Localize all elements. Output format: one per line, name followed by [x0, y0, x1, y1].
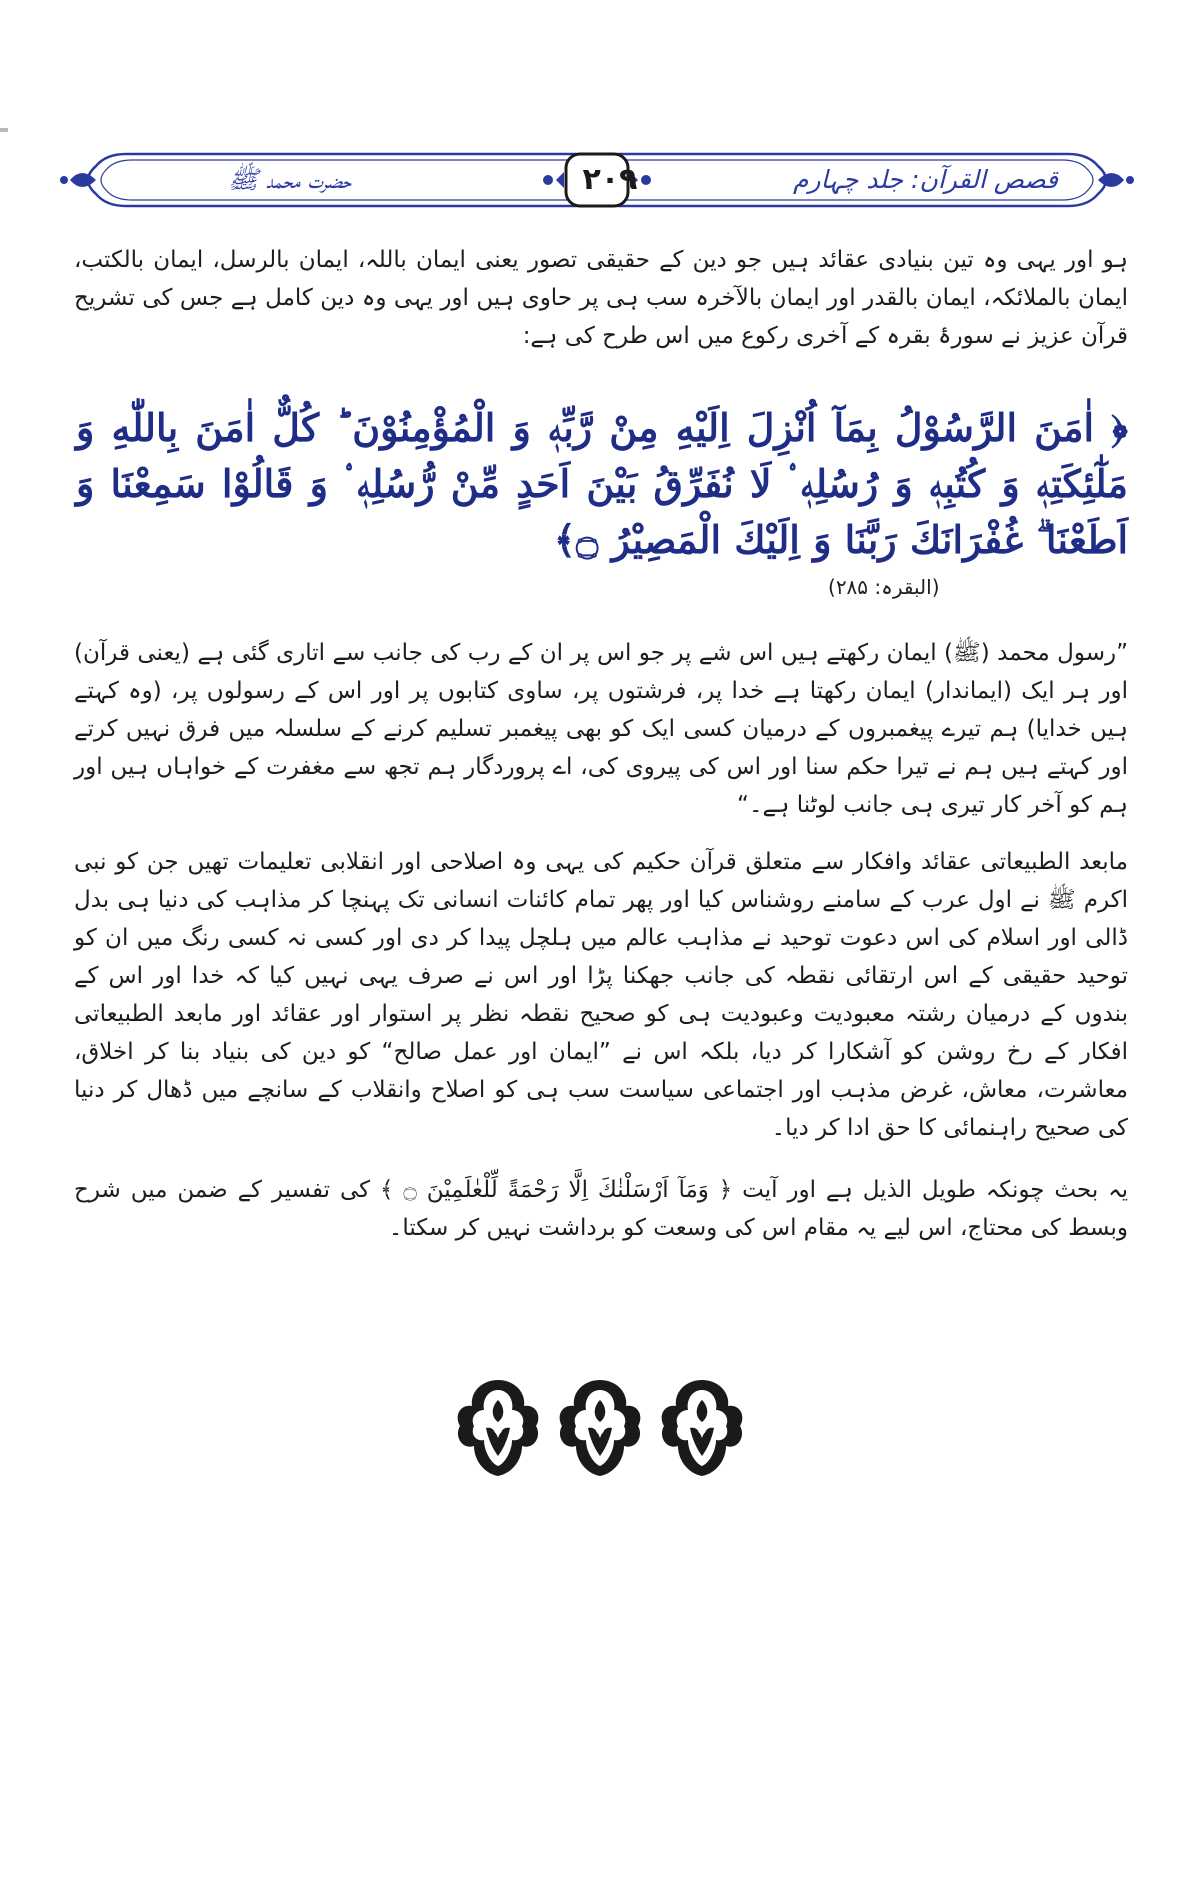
paragraph-translation: ”رسول محمد (ﷺ) ایمان رکھتے ہیں اس شے پر جو اس پر ان کے رب کی جانب سے اتاری گئی ہے (یعنی قرآن) اور ہر ایک (ایماندار) ایمان رکھتا ہے خدا پر، فرشتوں پر، ساوی کتابوں پر اور اس کے رسولوں پر، (وہ کہتے ہیں خدایا) ہم تیرے پیغمبروں کے درمیان کسی ایک کو بھی پیغمبر تسلیم کرنے کے سلسلہ میں فرق نہیں کرتے اور کہتے ہیں ہم نے تیرا حکم سنا اور اس کی پیروی کی، اے پروردگار ہم تجھ سے مغفرت کے خواہاں ہیں اور ہم کو آخر کار تیری ہی جانب لوٹنا ہے۔“ — [74, 640, 1128, 818]
scan-margin-mark — [0, 128, 8, 132]
page-number: ۲۰۹ — [582, 162, 638, 197]
verse-reference: (البقرہ: ۲۸۵) — [828, 575, 940, 599]
page-header — [58, 148, 1136, 212]
paragraph-teachings: مابعد الطبیعاتی عقائد وافکار سے متعلق قرآن حکیم کی یہی وہ اصلاحی اور انقلابی تعلیمات تھیں جن کو نبی اکرم ﷺ نے اول عرب کے سامنے روشناس کیا اور پھر تمام کائنات انسانی تک پہنچا کر مذاہب کی دنیا ہی بدل ڈالی اور اسلام کی اس دعوت توحید نے مذاہب عالم میں ہلچل پیدا کر دی اور کسی نہ کسی رنگ میں ان کو توحید حقیقی کے اس ارتقائی نقطہ کی جانب جھکنا پڑا اور اس نے صرف یہی نہیں کیا کہ خدا اور اس کے بندوں کے درمیان رشتہ معبودیت وعبودیت ہی کو صحیح نقطہ نظر پر استوار اور عقائد اور مابعد الطبیعاتی افکار کے رخ روشن کو آشکارا کر دیا، بلکہ اس نے ”ایمان اور عمل صالح“ کو دین کی بنیاد بنا کر اخلاق، معاشرت، معاش، غرض مذہب اور اجتماعی سیاست سب ہی کو اصلاح وانقلاب کے سانچے میں ڈھال کر دنیا کی صحیح راہنمائی کا حق ادا کر دیا۔ — [74, 849, 1128, 1141]
header-book-title: قصص القرآن: جلد چہارم — [793, 165, 1058, 194]
floral-ornament-icon — [656, 1376, 748, 1480]
paragraph-closing: یہ بحث چونکہ طویل الذیل ہے اور آیت ﴿ وَمَآ اَرْسَلْنٰكَ اِلَّا رَحْمَةً لِّلْعٰلَمِيْنَ ۝ ﴾ کی تفسیر کے ضمن میں شرح وبسط کی محتاج، اس لیے یہ مقام اس کی وسعت کو برداشت نہیں کر سکتا۔ — [74, 1177, 1128, 1241]
header-chapter-title: حضرت محمد ﷺ — [228, 165, 352, 194]
floral-ornament-icon — [452, 1376, 544, 1480]
quran-verse: ﴿ اٰمَنَ الرَّسُوْلُ بِمَآ اُنْزِلَ اِلَيْهِ مِنْ رَّبِّهٖ وَ الْمُؤْمِنُوْنَ ؕ كُلٌّ اٰمَنَ بِاللّٰهِ وَ مَلٰٓئِكَتِهٖ وَ كُتُبِهٖ وَ رُسُلِهٖ ۟ لَا نُفَرِّقُ بَيْنَ اَحَدٍ مِّنْ رُّسُلِهٖ ۟ وَ قَالُوْا سَمِعْنَا وَ اَطَعْنَا ۗ غُفْرَانَكَ رَبَّنَا وَ اِلَيْكَ الْمَصِيْرُ ۝﴾ — [76, 405, 1128, 562]
paragraph-intro: ہو اور یہی وہ تین بنیادی عقائد ہیں جو دین کے حقیقی تصور یعنی ایمان باللہ، ایمان بالرسل، ایمان بالکتب، ایمان بالملائکہ، ایمان بالقدر اور ایمان بالآخرہ سب ہی پر حاوی ہیں اور یہی وہ دین کامل ہے جس کی تشریح قرآن عزیز نے سورۂ بقرہ کے آخری رکوع میں اس طرح کی ہے: — [74, 247, 1128, 349]
floral-ornament-icon — [554, 1376, 646, 1480]
section-end-ornaments — [452, 1376, 748, 1480]
